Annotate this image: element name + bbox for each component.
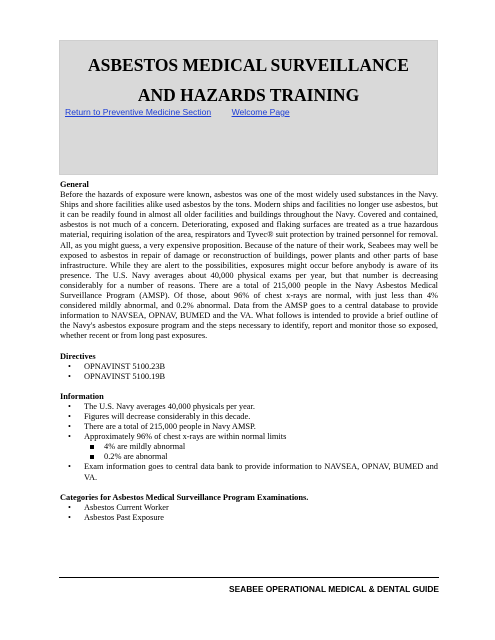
list-item: • OPNAVINST 5100.19B (60, 372, 438, 382)
list-item: • There are a total of 215,000 people in Navy AMSP. (60, 422, 438, 432)
sub-list-item: 0.2% are abnormal (84, 452, 438, 462)
sub-list-item: 4% are mildly abnormal (84, 442, 438, 452)
page-title-line-2: AND HAZARDS TRAINING (137, 85, 360, 105)
page-title-line-1: ASBESTOS MEDICAL SURVEILLANCE (88, 55, 409, 75)
list-item-text: Approximately 96% of chest x-rays are within normal limits (84, 432, 287, 442)
list-item (60, 432, 438, 462)
information-heading: Information (60, 391, 104, 401)
list-item: • Asbestos Past Exposure (60, 513, 438, 523)
page-title (60, 50, 437, 110)
list-item: • Asbestos Current Worker (60, 503, 438, 513)
directives-list (60, 362, 438, 382)
return-to-preventive-medicine-link[interactable]: Return to Preventive Medicine Section (65, 107, 212, 117)
general-paragraph: Before the hazards of exposure were known, asbestos was one of the most widely used substances in the Navy. Ships and shore facilities alike used asbestos by the tons. Modern ships and facilities no longer use asbestos, but it can be readily found in almost all older facilities and buildings throughout the Navy. Covered and contained, asbestos is not much of a concern. Deteriorating, exposed and flaking surfaces are treated as a true hazardous material, requiring isolation of the area, respirators and Tyvec® suit protection by trained personnel for removal. All, as you might guess, a very expensive proposition. Because of the nature of their work, Seabees may well be exposed to asbestos in repair of damage or reconstruction of buildings, power plants and other parts of base infrastructure. While they are alert to the possibilities, exposures might occur before anybody is aware of its presence. The U.S. Navy averages about 40,000 physical exams per year, but that number is decreasing considerably for a number of reasons. There are a total of 215,000 people in the Navy Asbestos Medical Surveillance Program (AMSP). Of those, about 96% of chest x-rays are normal, with just less than 4% considered mildly abnormal, and 0.2% abnormal. Data from the AMSP goes to a central database to provide information to NAVSEA, OPNAV, BUMED and the VA. What follows is intended to provide a brief outline of the Navy's asbestos exposure program and the steps necessary to identify, report and monitor those so exposed, whether recent or from long past exposures. (60, 190, 438, 341)
list-item: • Figures will decrease considerably in this decade. (60, 412, 438, 422)
categories-list (60, 503, 438, 523)
welcome-page-link[interactable]: Welcome Page (231, 107, 290, 117)
list-item: • OPNAVINST 5100.23B (60, 362, 438, 372)
document-body (60, 180, 438, 523)
general-heading: General (60, 180, 89, 189)
sub-list (84, 442, 438, 462)
nav-links (65, 107, 290, 117)
footer-title: SEABEE OPERATIONAL MEDICAL & DENTAL GUIDE (228, 584, 439, 594)
directives-heading: Directives (60, 351, 96, 361)
information-list (60, 402, 438, 483)
footer-divider (59, 577, 439, 578)
categories-heading: Categories for Asbestos Medical Surveillance Program Examinations. (60, 492, 309, 502)
list-item: • The U.S. Navy averages 40,000 physicals per year. (60, 402, 438, 412)
title-banner (59, 40, 438, 175)
list-item: • Exam information goes to central data bank to provide information to NAVSEA, OPNAV, BUMED and VA. (60, 462, 438, 482)
